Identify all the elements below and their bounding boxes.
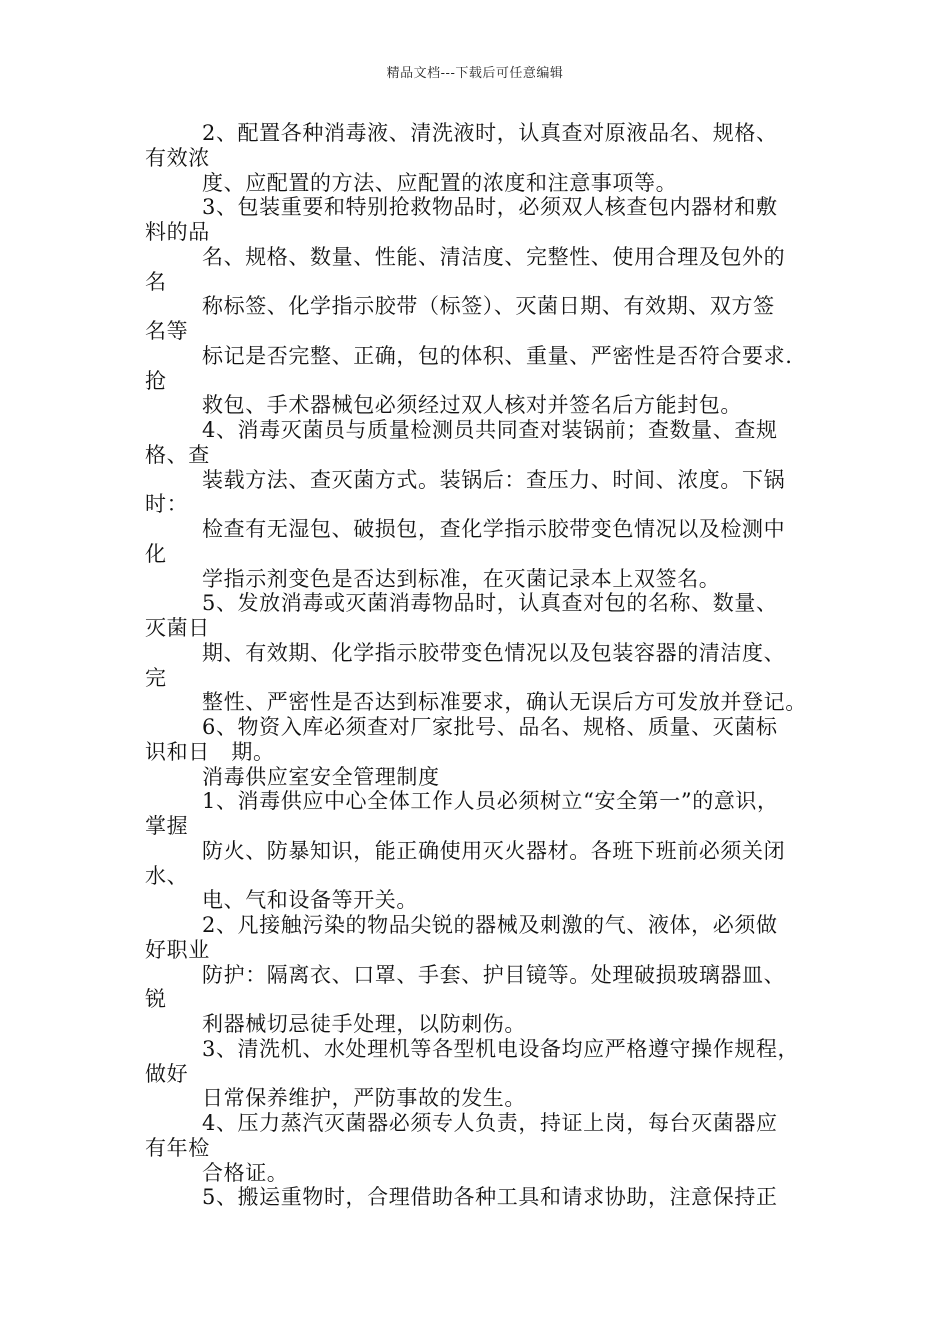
text-line: 好职业 <box>145 937 210 962</box>
text-line: 有效浓 <box>145 145 210 170</box>
text-line: 称标签、化学指示胶带（标签）、灭菌日期、有效期、双方签 <box>202 294 775 319</box>
text-line: 装载方法、查灭菌方式。装锅后：查压力、时间、浓度。下锅 <box>202 467 786 492</box>
text-line: 3、清洗机、水处理机等各型机电设备均应严格遵守操作规程， <box>202 1036 800 1061</box>
text-line: 消毒供应室安全管理制度 <box>202 764 440 789</box>
text-line: 3、包装重要和特别抢救物品时，必须双人核查包内器材和敷 <box>202 195 778 220</box>
text-line: 1、消毒供应中心全体工作人员必须树立“安全第一”的意识， <box>202 789 779 814</box>
text-line: 抢 <box>145 368 167 393</box>
text-line: 4、消毒灭菌员与质量检测员共同查对装锅前；查数量、查规 <box>202 418 778 442</box>
text-line: 做好 <box>145 1061 189 1086</box>
text-line: 防火、防暴知识，能正确使用灭火器材。各班下班前必须关闭 <box>202 838 786 863</box>
text-line: 5、发放消毒或灭菌消毒物品时，认真查对包的名称、数量、 <box>202 591 778 616</box>
text-line: 2、配置各种消毒液、清洗液时，认真查对原液品名、规格、 <box>202 121 778 145</box>
text-line: 2、凡接触污染的物品尖锐的器械及刺激的气、液体，必须做 <box>202 913 778 937</box>
text-line: 整性、严密性是否达到标准要求，确认无误后方可发放并登记。 <box>202 690 807 715</box>
text-line: 完 <box>145 665 167 690</box>
document-body <box>145 121 845 1210</box>
text-line: 合格证。 <box>202 1160 289 1185</box>
text-line: 救包、手术器械包必须经过双人核对并签名后方能封包。 <box>202 393 742 418</box>
text-line: 标记是否完整、正确，包的体积、重量、严密性是否符合要求. <box>202 343 793 368</box>
text-line: 学指示剂变色是否达到标准，在灭菌记录本上双签名。 <box>202 566 721 591</box>
text-line: 掌握 <box>145 814 189 838</box>
text-line: 格、查 <box>145 442 210 467</box>
text-line: 日常保养维护，严防事故的发生。 <box>202 1086 526 1111</box>
text-line: 化 <box>145 541 167 566</box>
text-line: 度、应配置的方法、应配置的浓度和注意事项等。 <box>202 170 678 195</box>
text-line: 水、 <box>145 863 189 888</box>
text-line: 4、压力蒸汽灭菌器必须专人负责，持证上岗，每台灭菌器应 <box>202 1111 778 1135</box>
text-line: 名、规格、数量、性能、清洁度、完整性、使用合理及包外的 <box>202 244 786 269</box>
text-line: 检查有无湿包、破损包，查化学指示胶带变色情况以及检测中 <box>202 517 786 541</box>
text-line: 名等 <box>145 319 189 343</box>
text-line: 电、气和设备等开关。 <box>202 888 418 913</box>
text-line: 期、有效期、化学指示胶带变色情况以及包装容器的清洁度、 <box>202 640 786 665</box>
text-line: 灭菌日 <box>145 616 210 640</box>
text-line: 识和日 期。 <box>145 739 275 764</box>
text-line: 时： <box>145 492 189 517</box>
text-line: 6、物资入库必须查对厂家批号、品名、规格、质量、灭菌标 <box>202 715 778 739</box>
text-line: 5、搬运重物时，合理借助各种工具和请求协助，注意保持正 <box>202 1185 778 1210</box>
text-line: 料的品 <box>145 220 210 244</box>
text-line: 名 <box>145 269 167 294</box>
text-line: 锐 <box>145 987 167 1012</box>
text-line: 有年检 <box>145 1135 210 1160</box>
text-line: 利器械切忌徒手处理，以防刺伤。 <box>202 1012 526 1036</box>
page-header: 精品文档---下载后可任意编辑 <box>386 66 564 81</box>
text-line: 防护：隔离衣、口罩、手套、护目镜等。处理破损玻璃器皿、 <box>202 962 786 987</box>
